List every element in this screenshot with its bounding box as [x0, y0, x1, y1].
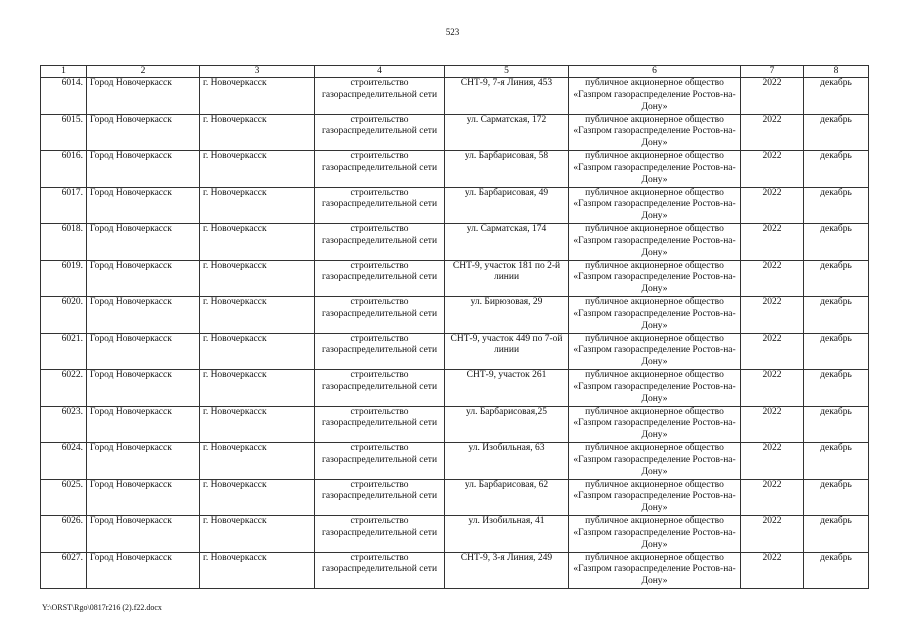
month-cell: декабрь	[804, 370, 869, 407]
table-row	[41, 479, 869, 516]
municipality-cell: Город Новочеркасск	[87, 151, 200, 188]
year-cell: 2022	[741, 187, 804, 224]
row-number-cell: 6014.	[41, 78, 87, 115]
organization-cell: публичное акционерное общество «Газпром газораспределение Ростов-на-Дону»	[569, 297, 741, 334]
organization-cell: публичное акционерное общество «Газпром газораспределение Ростов-на-Дону»	[569, 406, 741, 443]
work-type-cell: строительство газораспределительной сети	[315, 187, 445, 224]
month-cell: декабрь	[804, 333, 869, 370]
address-cell: СНТ-9, участок 449 по 7-ой линии	[445, 333, 569, 370]
organization-cell: публичное акционерное общество «Газпром газораспределение Ростов-на-Дону»	[569, 552, 741, 589]
month-cell: декабрь	[804, 187, 869, 224]
row-number-cell: 6016.	[41, 151, 87, 188]
organization-cell: публичное акционерное общество «Газпром газораспределение Ростов-на-Дону»	[569, 187, 741, 224]
address-cell: СНТ-9, участок 261	[445, 370, 569, 407]
organization-cell: публичное акционерное общество «Газпром газораспределение Ростов-на-Дону»	[569, 78, 741, 115]
settlement-cell: г. Новочеркасск	[200, 260, 315, 297]
address-cell: СНТ-9, 3-я Линия, 249	[445, 552, 569, 589]
settlement-cell: г. Новочеркасск	[200, 479, 315, 516]
month-cell: декабрь	[804, 552, 869, 589]
year-cell: 2022	[741, 443, 804, 480]
column-header: 5	[445, 66, 569, 78]
table-row	[41, 333, 869, 370]
page-number: 523	[445, 27, 460, 37]
table-row	[41, 224, 869, 261]
table-row	[41, 260, 869, 297]
month-cell: декабрь	[804, 443, 869, 480]
row-number-cell: 6022.	[41, 370, 87, 407]
row-number-cell: 6026.	[41, 516, 87, 553]
settlement-cell: г. Новочеркасск	[200, 516, 315, 553]
settlement-cell: г. Новочеркасск	[200, 114, 315, 151]
address-cell: ул. Барбарисовая, 62	[445, 479, 569, 516]
year-cell: 2022	[741, 479, 804, 516]
address-cell: СНТ-9, 7-я Линия, 453	[445, 78, 569, 115]
work-type-cell: строительство газораспределительной сети	[315, 78, 445, 115]
row-number-cell: 6025.	[41, 479, 87, 516]
month-cell: декабрь	[804, 516, 869, 553]
organization-cell: публичное акционерное общество «Газпром газораспределение Ростов-на-Дону»	[569, 516, 741, 553]
row-number-cell: 6023.	[41, 406, 87, 443]
municipality-cell: Город Новочеркасск	[87, 443, 200, 480]
settlement-cell: г. Новочеркасск	[200, 552, 315, 589]
address-cell: ул. Сарматская, 174	[445, 224, 569, 261]
municipality-cell: Город Новочеркасск	[87, 78, 200, 115]
year-cell: 2022	[741, 552, 804, 589]
municipality-cell: Город Новочеркасск	[87, 552, 200, 589]
municipality-cell: Город Новочеркасск	[87, 370, 200, 407]
year-cell: 2022	[741, 78, 804, 115]
month-cell: декабрь	[804, 78, 869, 115]
work-type-cell: строительство газораспределительной сети	[315, 333, 445, 370]
table-row	[41, 151, 869, 188]
year-cell: 2022	[741, 114, 804, 151]
settlement-cell: г. Новочеркасск	[200, 333, 315, 370]
work-type-cell: строительство газораспределительной сети	[315, 406, 445, 443]
address-cell: ул. Изобильная, 41	[445, 516, 569, 553]
month-cell: декабрь	[804, 114, 869, 151]
municipality-cell: Город Новочеркасск	[87, 297, 200, 334]
settlement-cell: г. Новочеркасск	[200, 370, 315, 407]
row-number-cell: 6021.	[41, 333, 87, 370]
address-cell: ул. Сарматская, 172	[445, 114, 569, 151]
row-number-cell: 6017.	[41, 187, 87, 224]
address-cell: СНТ-9, участок 181 по 2-й линии	[445, 260, 569, 297]
municipality-cell: Город Новочеркасск	[87, 333, 200, 370]
settlement-cell: г. Новочеркасск	[200, 297, 315, 334]
work-type-cell: строительство газораспределительной сети	[315, 443, 445, 480]
table-body	[41, 78, 869, 589]
row-number-cell: 6019.	[41, 260, 87, 297]
municipality-cell: Город Новочеркасск	[87, 187, 200, 224]
column-header: 2	[87, 66, 200, 78]
organization-cell: публичное акционерное общество «Газпром газораспределение Ростов-на-Дону»	[569, 151, 741, 188]
month-cell: декабрь	[804, 151, 869, 188]
year-cell: 2022	[741, 333, 804, 370]
table-row	[41, 552, 869, 589]
month-cell: декабрь	[804, 479, 869, 516]
table-row	[41, 443, 869, 480]
organization-cell: публичное акционерное общество «Газпром газораспределение Ростов-на-Дону»	[569, 224, 741, 261]
municipality-cell: Город Новочеркасск	[87, 479, 200, 516]
municipality-cell: Город Новочеркасск	[87, 224, 200, 261]
column-header: 6	[569, 66, 741, 78]
municipality-cell: Город Новочеркасск	[87, 260, 200, 297]
work-type-cell: строительство газораспределительной сети	[315, 151, 445, 188]
work-type-cell: строительство газораспределительной сети	[315, 479, 445, 516]
address-cell: ул. Бирюзовая, 29	[445, 297, 569, 334]
row-number-cell: 6024.	[41, 443, 87, 480]
table-row	[41, 516, 869, 553]
table-row	[41, 297, 869, 334]
organization-cell: публичное акционерное общество «Газпром газораспределение Ростов-на-Дону»	[569, 479, 741, 516]
month-cell: декабрь	[804, 406, 869, 443]
year-cell: 2022	[741, 224, 804, 261]
year-cell: 2022	[741, 151, 804, 188]
footer-file-path: Y:\ORST\Rgo\0817r216 (2).f22.docx	[42, 603, 162, 612]
municipality-cell: Город Новочеркасск	[87, 406, 200, 443]
column-header: 1	[41, 66, 87, 78]
organization-cell: публичное акционерное общество «Газпром газораспределение Ростов-на-Дону»	[569, 443, 741, 480]
table-header-row	[41, 66, 869, 78]
column-header: 8	[804, 66, 869, 78]
year-cell: 2022	[741, 260, 804, 297]
work-type-cell: строительство газораспределительной сети	[315, 260, 445, 297]
table-row	[41, 187, 869, 224]
column-header: 4	[315, 66, 445, 78]
settlement-cell: г. Новочеркасск	[200, 151, 315, 188]
address-cell: ул. Барбарисовая, 49	[445, 187, 569, 224]
work-type-cell: строительство газораспределительной сети	[315, 224, 445, 261]
work-type-cell: строительство газораспределительной сети	[315, 516, 445, 553]
address-cell: ул. Барбарисовая,25	[445, 406, 569, 443]
address-cell: ул. Барбарисовая, 58	[445, 151, 569, 188]
year-cell: 2022	[741, 370, 804, 407]
settlement-cell: г. Новочеркасск	[200, 224, 315, 261]
year-cell: 2022	[741, 297, 804, 334]
table-row	[41, 78, 869, 115]
table-row	[41, 406, 869, 443]
settlement-cell: г. Новочеркасск	[200, 187, 315, 224]
month-cell: декабрь	[804, 260, 869, 297]
work-type-cell: строительство газораспределительной сети	[315, 370, 445, 407]
year-cell: 2022	[741, 406, 804, 443]
row-number-cell: 6020.	[41, 297, 87, 334]
registry-table	[40, 65, 869, 589]
address-cell: ул. Изобильная, 63	[445, 443, 569, 480]
table-row	[41, 370, 869, 407]
year-cell: 2022	[741, 516, 804, 553]
column-header: 7	[741, 66, 804, 78]
municipality-cell: Город Новочеркасск	[87, 114, 200, 151]
settlement-cell: г. Новочеркасск	[200, 443, 315, 480]
work-type-cell: строительство газораспределительной сети	[315, 114, 445, 151]
row-number-cell: 6015.	[41, 114, 87, 151]
organization-cell: публичное акционерное общество «Газпром газораспределение Ростов-на-Дону»	[569, 114, 741, 151]
row-number-cell: 6027.	[41, 552, 87, 589]
month-cell: декабрь	[804, 224, 869, 261]
settlement-cell: г. Новочеркасск	[200, 78, 315, 115]
municipality-cell: Город Новочеркасск	[87, 516, 200, 553]
month-cell: декабрь	[804, 297, 869, 334]
organization-cell: публичное акционерное общество «Газпром газораспределение Ростов-на-Дону»	[569, 370, 741, 407]
column-header: 3	[200, 66, 315, 78]
table-row	[41, 114, 869, 151]
organization-cell: публичное акционерное общество «Газпром газораспределение Ростов-на-Дону»	[569, 333, 741, 370]
work-type-cell: строительство газораспределительной сети	[315, 297, 445, 334]
work-type-cell: строительство газораспределительной сети	[315, 552, 445, 589]
organization-cell: публичное акционерное общество «Газпром газораспределение Ростов-на-Дону»	[569, 260, 741, 297]
row-number-cell: 6018.	[41, 224, 87, 261]
settlement-cell: г. Новочеркасск	[200, 406, 315, 443]
